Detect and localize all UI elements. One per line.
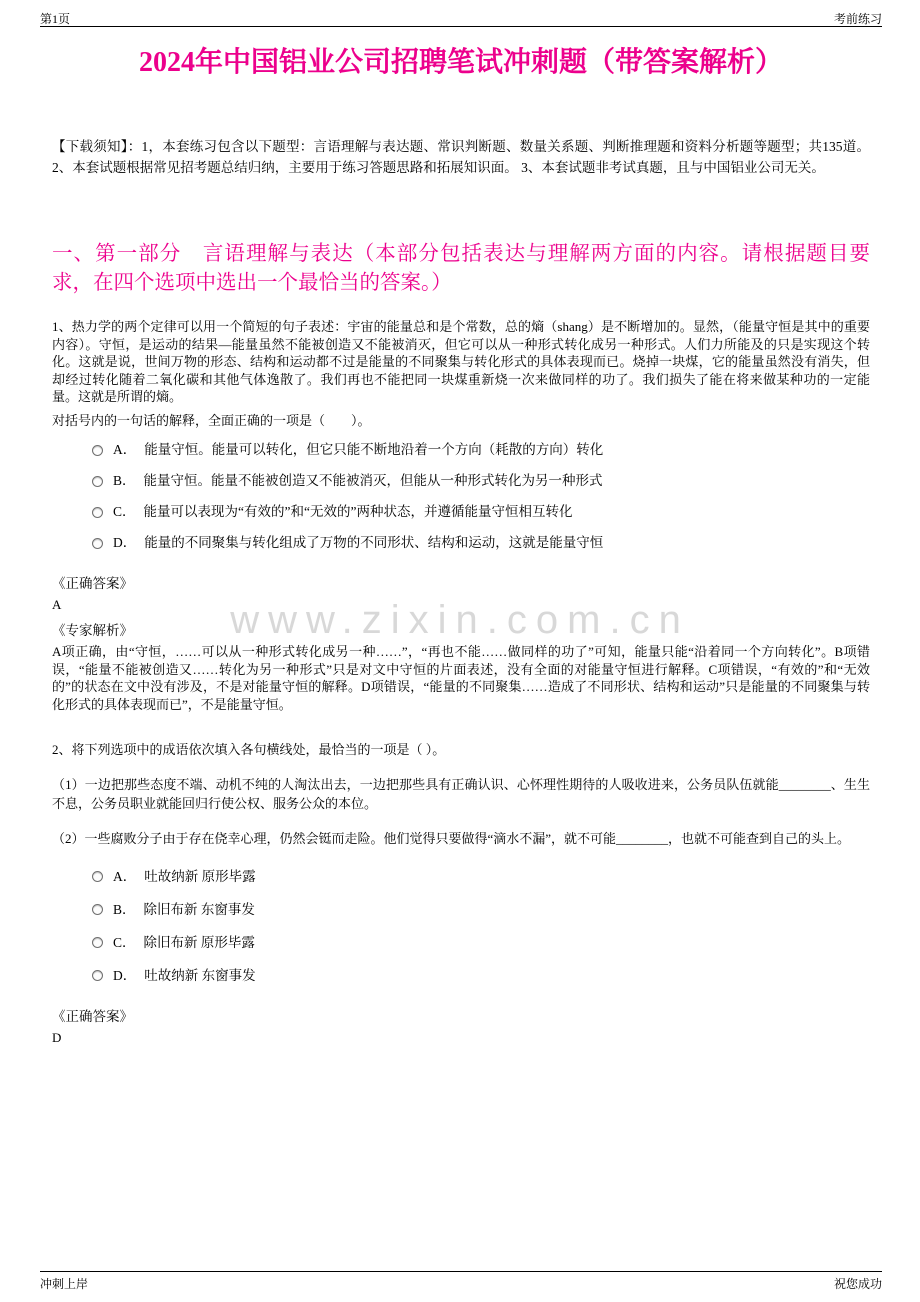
answer-heading: 《正确答案》: [52, 1008, 133, 1024]
radio-icon[interactable]: [92, 507, 103, 518]
question-paragraph-2: （2）一些腐败分子由于存在侥幸心理，仍然会铤而走险。他们觉得只要做得“滴水不漏”，就不可能________，也就不可能查到自己的头上。: [52, 830, 851, 846]
option-label: A．: [113, 442, 137, 457]
radio-icon[interactable]: [92, 445, 103, 456]
radio-icon[interactable]: [92, 476, 103, 487]
download-notice: 【下载须知】：1，本套练习包含以下题型：言语理解与表达题、常识判断题、数量关系题、判断推理题和资料分析题等题型；共135道。 2、本套试题根据常见招考题总结归纳，主要用于练习答题思路和拓展知识面。 3、本套试题非考试真题，且与中国铝业公司无关。: [52, 139, 870, 175]
option-label: C．: [113, 504, 136, 519]
option-label: C．: [113, 934, 136, 950]
section-heading: 一、第一部分 言语理解与表达（本部分包括表达与理解两方面的内容。请根据题目要求，在四个选项中选出一个最恰当的答案。）: [52, 243, 870, 294]
option-text: 吐故纳新 原形毕露: [144, 868, 256, 884]
radio-icon[interactable]: [92, 871, 103, 882]
option-text: 能量可以表现为“有效的”和“无效的”两种状态，并遵循能量守恒相互转化: [143, 504, 573, 519]
question-1: [52, 318, 870, 713]
option-label: B．: [113, 473, 136, 488]
question-1-options: [92, 441, 870, 552]
footer-right-label: 祝您成功: [833, 1277, 882, 1291]
question-prompt: 对括号内的一句话的解释，全面正确的一项是（ ）。: [52, 412, 371, 428]
radio-icon[interactable]: [92, 904, 103, 915]
answer-value: D: [52, 1029, 62, 1045]
question-2: [52, 741, 870, 1046]
option-label: D．: [113, 535, 137, 550]
page-number: 第1页: [40, 12, 71, 26]
radio-icon[interactable]: [92, 937, 103, 948]
option-row-c[interactable]: [92, 503, 870, 521]
option-label: B．: [113, 901, 136, 917]
option-row-a[interactable]: [92, 441, 870, 459]
footer-left-label: 冲刺上岸: [40, 1277, 89, 1291]
analysis-text: A项正确，由“守恒，……可以从一种形式转化成另一种……”，“再也不能……做同样的功了”可知，能量只能“沿着同一个方向转化”。B项错误，“能量不能被创造又……转化为另一种形式”只是对文中守恒的片面表述，没有全面的对能量守恒进行解释。C项错误，“有效的”和“无效的”的状态在文中没有涉及，不是对能量守恒的解释。D项错误，“能量的不同聚集……造成了不同形状、结构和运动”只是能量的不同聚集与转化形式的具体表现而已”，不是能量守恒。: [52, 644, 870, 712]
footer-divider: [40, 1271, 882, 1272]
radio-icon[interactable]: [92, 538, 103, 549]
option-row-b[interactable]: [92, 901, 870, 919]
question-stem: 1、热力学的两个定律可以用一个简短的句子表述：宇宙的能量总和是个常数，总的熵（shang）是不断增加的。显然，（能量守恒是其中的重要内容）。守恒，是运动的结果—能量虽然不能被创造又不能被消灭，但它可以从一种形式转化成另一种形式。人们力所能及的只是实现这个转化。这就是说，世间万物的形态、结构和运动都不过是能量的不同聚集与转化形式的具体表现而已。烧掉一块煤，它的能量虽然没有消失，但却经过转化随着二氧化碳和其他气体逸散了。我们再也不能把同一块煤重新烧一次来做同样的功了。我们损失了能在将来做某种功的一定能量。这就是所谓的熵。: [52, 319, 870, 404]
analysis-heading: 《专家解析》: [52, 623, 133, 638]
answer-heading: 《正确答案》: [52, 576, 133, 591]
document-title: 2024年中国铝业公司招聘笔试冲刺题（带答案解析）: [138, 47, 783, 78]
option-text: 除旧布新 原形毕露: [143, 934, 255, 950]
option-row-c[interactable]: [92, 934, 870, 952]
option-label: A．: [113, 868, 137, 884]
option-text: 吐故纳新 东窗事发: [144, 967, 256, 983]
page-footer: [40, 1275, 882, 1292]
answer-value: A: [52, 597, 62, 612]
option-row-b[interactable]: [92, 472, 870, 490]
option-text: 能量守恒。能量可以转化，但它只能不断地沿着一个方向（耗散的方向）转化: [144, 442, 604, 457]
option-label: D．: [113, 967, 137, 983]
header-right-label: 考前练习: [833, 12, 882, 26]
option-text: 能量守恒。能量不能被创造又不能被消灭，但能从一种形式转化为另一种形式: [143, 473, 603, 488]
option-row-d[interactable]: [92, 967, 870, 985]
option-row-a[interactable]: [92, 868, 870, 886]
option-text: 除旧布新 东窗事发: [143, 901, 255, 917]
question-2-options: [92, 868, 870, 985]
watermark: www.zixin.com.cn: [230, 598, 690, 642]
option-text: 能量的不同聚集与转化组成了万物的不同形状、结构和运动，这就是能量守恒: [144, 535, 604, 550]
radio-icon[interactable]: [92, 970, 103, 981]
question-paragraph-1: （1）一边把那些态度不端、动机不纯的人淘汰出去，一边把那些具有正确认识、心怀理性期待的人吸收进来，公务员队伍就能________、生生不息，公务员职业就能回归行使公权、服务公众的本位。: [52, 776, 870, 811]
question-stem: 2、将下列选项中的成语依次填入各句横线处，最恰当的一项是（ ）。: [52, 742, 446, 757]
option-row-d[interactable]: [92, 534, 870, 552]
